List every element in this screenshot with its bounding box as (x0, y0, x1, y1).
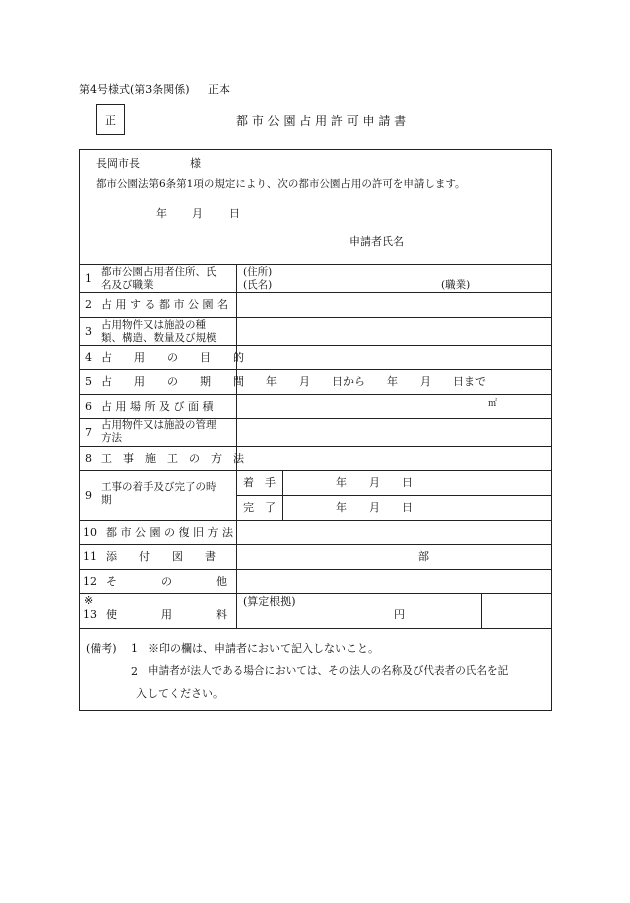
row-number: 2 (85, 298, 92, 311)
statement: 都市公園法第6条第1項の規定により、次の都市公園占用の許可を申請します。 (96, 178, 466, 190)
date-month: 月 (192, 207, 203, 220)
row-number: 9 (85, 489, 92, 502)
start-date: 年 月 日 (336, 476, 413, 489)
row-label: 占 用 の 期 間 (101, 375, 244, 388)
row-number: 7 (85, 426, 92, 439)
form-number: 第4号様式(第3条関係) (79, 83, 190, 96)
note-text: ※印の欄は、申請者において記入しないこと。 (148, 642, 379, 655)
row-label-line: 都市公園占用者住所、氏 (101, 266, 217, 278)
label-column-divider (236, 264, 237, 628)
table-rule (79, 628, 552, 629)
calculation-basis-label: (算定根拠) (243, 595, 296, 608)
row-label-line: 占用物件又は施設の管理 (101, 419, 217, 431)
end-label: 完 了 (243, 501, 276, 514)
row-number: 5 (85, 375, 92, 388)
yen-unit: 円 (394, 608, 405, 621)
start-label: 着 手 (243, 476, 276, 489)
row-number: 11 (83, 550, 97, 563)
note-number: 2 (131, 665, 138, 678)
notes-heading: (備考) (86, 642, 117, 655)
name-label: (氏名) (243, 279, 273, 291)
copy-type: 正本 (208, 83, 230, 96)
copies-unit: 部 (418, 550, 429, 563)
row-number: 3 (85, 325, 92, 338)
occupancy-period: 年 月 日から 年 月 日まで (266, 375, 486, 388)
table-rule (79, 345, 552, 346)
row-label-line: 工事の着手及び完了の時 (101, 481, 217, 493)
original-stamp-text: 正 (105, 113, 116, 127)
row-label-line: 名及び職業 (101, 279, 154, 291)
table-rule (79, 264, 552, 265)
honorific: 様 (190, 157, 201, 170)
end-date: 年 月 日 (336, 501, 413, 514)
row-number: 10 (83, 526, 97, 539)
table-rule (79, 369, 552, 370)
area-unit: ㎡ (488, 399, 498, 409)
row-label: 占 用 の 目 的 (101, 351, 244, 364)
table-rule (79, 292, 552, 293)
table-rule (79, 394, 552, 395)
occupation-label: (職業) (441, 279, 471, 291)
addressee: 長岡市長 (96, 157, 140, 170)
table-rule (236, 495, 552, 496)
row-number: 12 (83, 575, 97, 588)
table-rule (79, 446, 552, 447)
date-day: 日 (229, 207, 240, 220)
row-label: 都 市 公 園 の 復 旧 方 法 (106, 526, 233, 539)
office-use-mark: ※ (84, 594, 94, 607)
address-label: (住所) (243, 266, 273, 278)
row-label-line: 期 (101, 494, 112, 506)
table-rule (79, 317, 552, 318)
applicant-name-label: 申請者氏名 (349, 235, 404, 248)
table-rule (79, 544, 552, 545)
row-number: 8 (85, 452, 92, 465)
table-rule (79, 470, 552, 471)
row-number: 4 (85, 351, 92, 364)
row-number: 6 (85, 400, 92, 413)
table-rule (79, 569, 552, 570)
row-label-line: 方法 (101, 432, 122, 444)
row-label: そ の 他 (106, 575, 227, 588)
table-rule (79, 520, 552, 521)
note-text: 申請者が法人である場合においては、その法人の名称及び代表者の氏名を記 (148, 665, 509, 677)
original-stamp-box (96, 104, 125, 135)
row-label: 工 事 施 工 の 方 法 (101, 452, 244, 465)
row-label-line: 占用物件又は施設の種 (101, 319, 206, 331)
row-label-line: 類、構造、数量及び規模 (101, 332, 217, 344)
document-title: 都 市 公 園 占 用 許 可 申 請 書 (236, 114, 407, 128)
row-number: 13 (83, 608, 97, 621)
row-label: 添 付 図 書 (106, 550, 216, 563)
row-label: 占 用 す る 都 市 公 園 名 (101, 298, 228, 311)
row-label: 占 用 場 所 及 び 面 積 (101, 400, 214, 413)
note-number: 1 (131, 642, 138, 655)
row-number: 1 (85, 272, 92, 285)
note-text: 入してください。 (136, 687, 224, 700)
fee-divider (481, 593, 482, 628)
row-label: 使 用 料 (106, 608, 227, 621)
date-year: 年 (156, 207, 167, 220)
schedule-divider (282, 470, 283, 520)
